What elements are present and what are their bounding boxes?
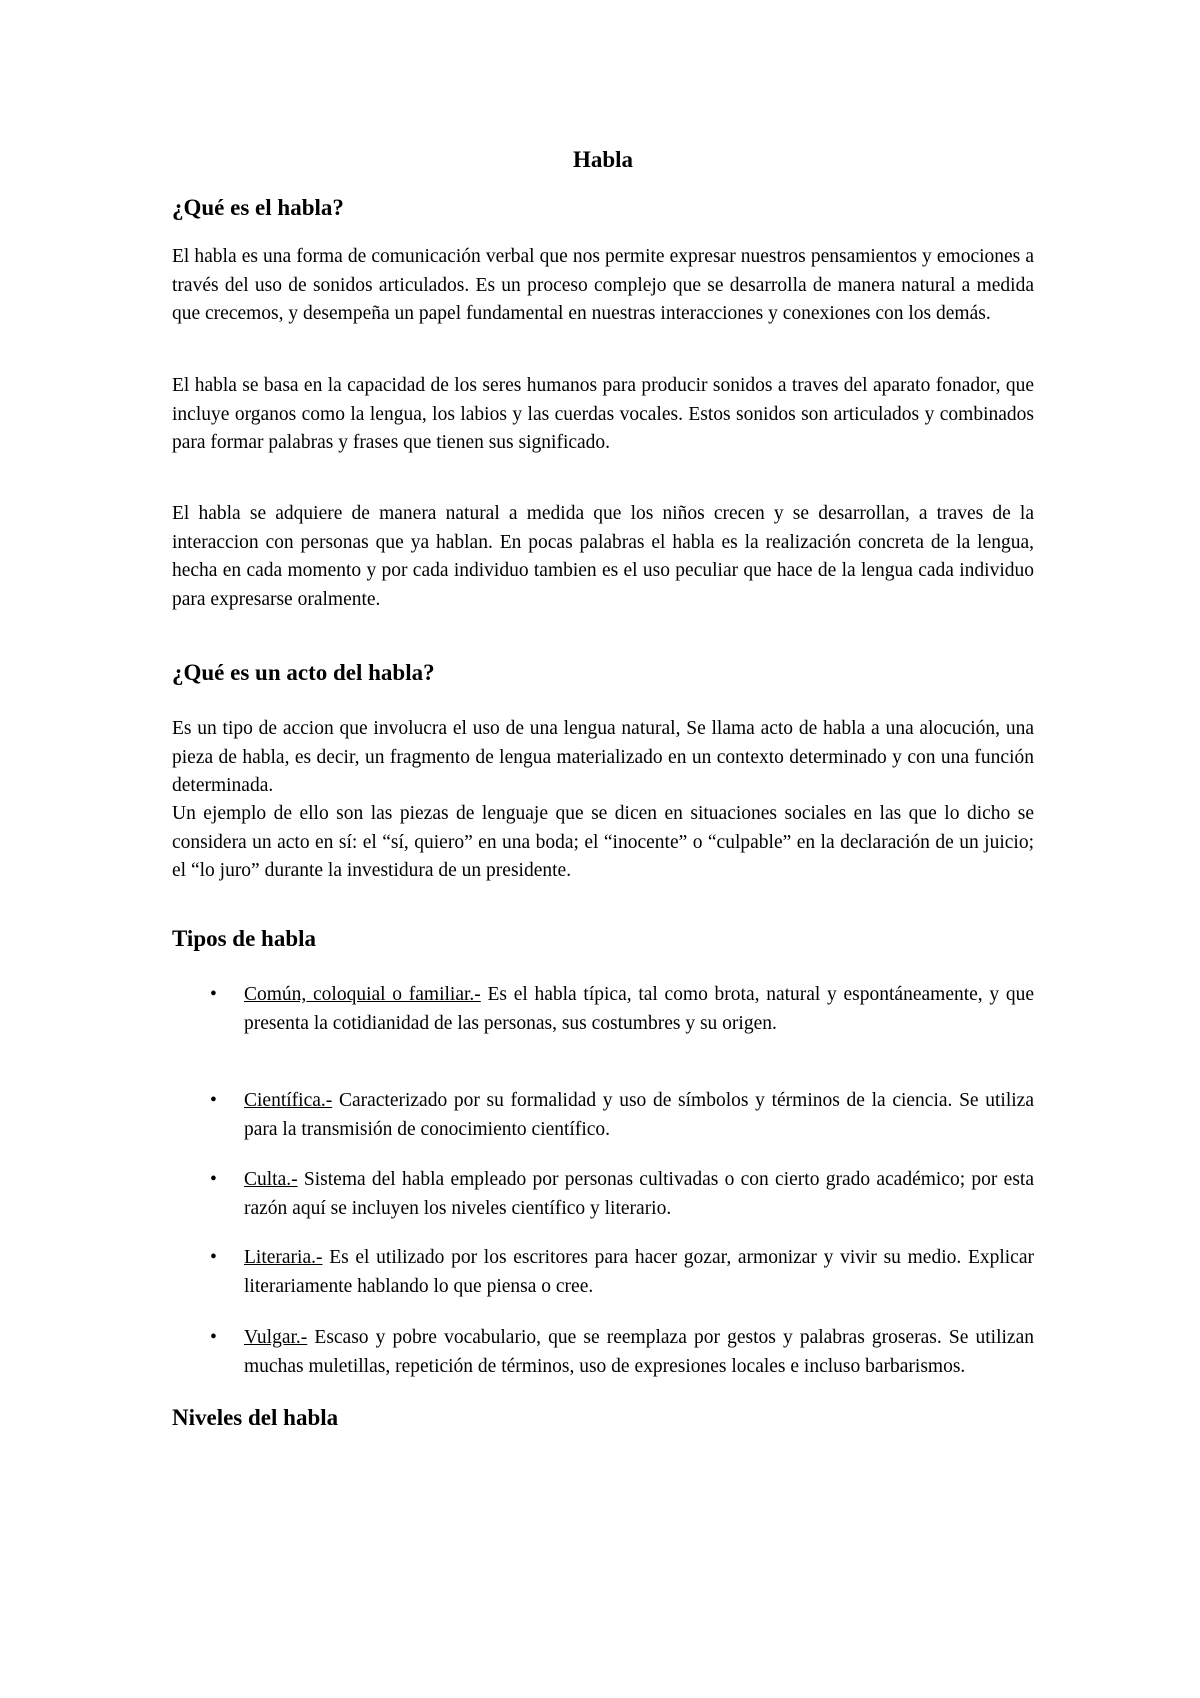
list-item-text <box>244 1244 1034 1301</box>
paragraph-adquisicion: El habla se adquiere de manera natural a medida que los niños crecen y se desarrollan, a traves de la interaccion con personas que ya hablan. En pocas palabras el habla es la realización concreta de la lengua, hecha en cada momento y por cada individuo tambien es el uso peculiar que hace de la lengua cada individuo para expresarse oralmente. <box>172 503 1034 610</box>
heading-que-es-el-habla: ¿Qué es el habla? <box>172 195 344 220</box>
bullet-icon: • <box>210 1169 217 1190</box>
paragraph-acto-definicion: Es un tipo de accion que involucra el uso de una lengua natural, Se llama acto de habla a una alocución, una pieza de habla, es decir, un fragmento de lengua materializado en un contexto determinado y con una función determinada. <box>172 718 1034 796</box>
heading-niveles-del-habla: Niveles del habla <box>172 1405 339 1430</box>
list-item-description: Sistema del habla empleado por personas cultivadas o con cierto grado académico; por esta razón aquí se incluyen los niveles científico y literario. <box>244 1169 1034 1219</box>
list-item-text <box>244 1166 1034 1223</box>
document-title: Habla <box>572 147 634 172</box>
paragraph-aparato-fonador: El habla se basa en la capacidad de los seres humanos para producir sonidos a traves del aparato fonador, que incluye organos como la lengua, los labios y las cuerdas vocales. Estos sonidos son articulados y combinados para formar palabras y frases que tienen sus significado. <box>172 375 1034 453</box>
bullet-icon: • <box>210 1327 217 1348</box>
list-item-text <box>244 1087 1034 1144</box>
list-item-term: Científica.- <box>244 1090 333 1111</box>
paragraph-acto-ejemplo: Un ejemplo de ello son las piezas de lenguaje que se dicen en situaciones sociales en las que lo dicho se considera un acto en sí: el “sí, quiero” en una boda; el “inocente” o “culpable” en la declaración de un juicio; el “lo juro” durante la investidura de un presidente. <box>172 803 1034 881</box>
list-item-description: Escaso y pobre vocabulario, que se reemplaza por gestos y palabras groseras. Se utilizan muchas muletillas, repetición de términos, uso de expresiones locales e incluso barbarismos. <box>244 1327 1034 1377</box>
list-item-term: Común, coloquial o familiar.- <box>244 984 481 1005</box>
list-item-description: Es el utilizado por los escritores para hacer gozar, armonizar y vivir su medio. Explicar literariamente hablando lo que piensa o cree. <box>244 1247 1034 1297</box>
list-item-term: Literaria.- <box>244 1247 323 1268</box>
list-item-term: Vulgar.- <box>244 1327 308 1348</box>
list-item-text <box>244 981 1034 1038</box>
heading-tipos-de-habla: Tipos de habla <box>172 926 317 951</box>
list-item-description: Es el habla típica, tal como brota, natural y espontáneamente, y que presenta la cotidianidad de las personas, sus costumbres y su origen. <box>244 984 1035 1034</box>
bullet-icon: • <box>210 984 217 1005</box>
list-item-term: Culta.- <box>244 1169 298 1190</box>
bullet-icon: • <box>210 1090 217 1111</box>
list-item-description: Caracterizado por su formalidad y uso de símbolos y términos de la ciencia. Se utiliza para la transmisión de conocimiento científico. <box>244 1090 1034 1140</box>
paragraph-definicion: El habla es una forma de comunicación verbal que nos permite expresar nuestros pensamientos y emociones a través del uso de sonidos articulados. Es un proceso complejo que se desarrolla de manera natural a medida que crecemos, y desempeña un papel fundamental en nuestras interacciones y conexiones con los demás. <box>172 246 1034 324</box>
bullet-icon: • <box>210 1247 217 1268</box>
list-item-text <box>244 1324 1034 1381</box>
heading-acto-del-habla: ¿Qué es un acto del habla? <box>172 660 435 685</box>
